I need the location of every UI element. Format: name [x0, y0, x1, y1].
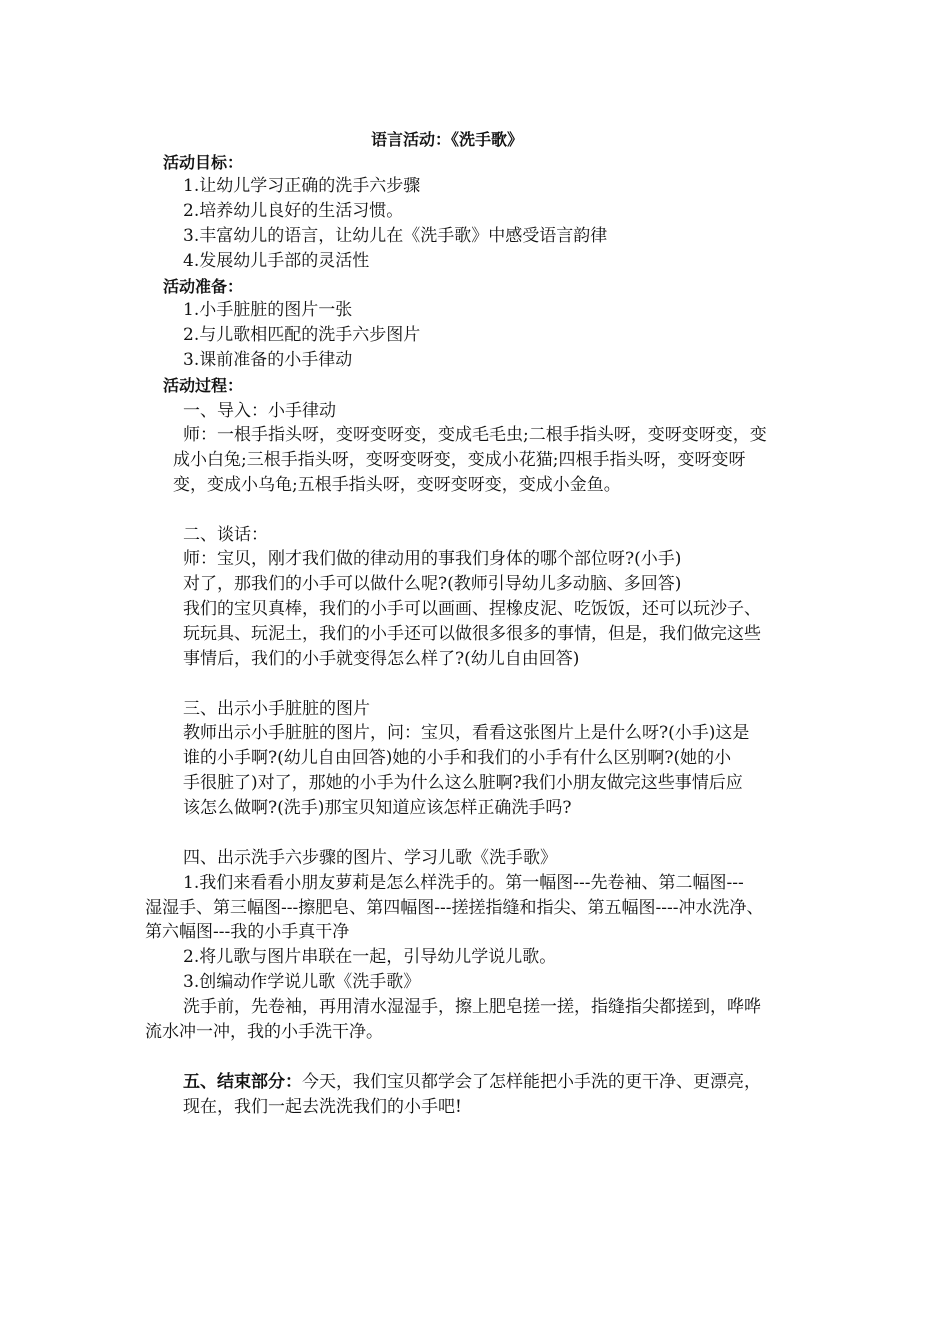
prep-item: 3.课前准备的小手律动	[183, 350, 353, 370]
closing-line	[183, 1070, 761, 1095]
page-title: 语言活动：《洗手歌》	[371, 130, 524, 149]
paragraph-line: 谁的小手啊?(幼儿自由回答)她的小手和我们的小手有什么区别啊?(她的小	[183, 748, 732, 768]
goal-item: 2.培养幼儿良好的生活习惯。	[183, 201, 404, 221]
prep-heading: 活动准备：	[163, 277, 244, 296]
paragraph-line: 教师出示小手脏脏的图片，问：宝贝，看看这张图片上是什么呀?(小手)这是	[183, 723, 750, 743]
section-title: 三、出示小手脏脏的图片	[183, 699, 370, 719]
process-heading: 活动过程：	[163, 376, 244, 395]
paragraph-line: 3.创编动作学说儿歌《洗手歌》	[183, 972, 421, 992]
goal-item: 1.让幼儿学习正确的洗手六步骤	[183, 176, 421, 196]
goal-item: 4.发展幼儿手部的灵活性	[183, 251, 370, 271]
section-title: 四、出示洗手六步骤的图片、学习儿歌《洗手歌》	[183, 848, 557, 868]
section-title: 二、谈话：	[183, 525, 268, 545]
paragraph-line: 该怎么做啊?(洗手)那宝贝知道应该怎样正确洗手吗?	[183, 798, 572, 818]
paragraph-line: 今天，我们宝贝都学会了怎样能把小手洗的更干净、更漂亮，	[302, 1072, 761, 1092]
paragraph-line: 师：宝贝，刚才我们做的律动用的事我们身体的哪个部位呀?(小手)	[183, 549, 682, 569]
paragraph-line: 第六幅图---我的小手真干净	[145, 922, 350, 942]
paragraph-line: 湿湿手、第三幅图---擦肥皂、第四幅图---搓搓指缝和指尖、第五幅图----冲水洗净、	[145, 898, 764, 918]
goal-item: 3.丰富幼儿的语言，让幼儿在《洗手歌》中感受语言韵律	[183, 226, 608, 246]
paragraph-line: 我们的宝贝真棒，我们的小手可以画画、捏橡皮泥、吃饭饭，还可以玩沙子、	[183, 599, 761, 619]
closing-heading: 五、结束部分：	[183, 1072, 302, 1092]
paragraph-line: 师：一根手指头呀，变呀变呀变，变成毛毛虫;二根手指头呀，变呀变呀变，变	[183, 425, 767, 445]
section-title: 一、导入：小手律动	[183, 401, 336, 421]
prep-item: 1.小手脏脏的图片一张	[183, 300, 353, 320]
paragraph-line: 事情后，我们的小手就变得怎么样了?(幼儿自由回答)	[183, 649, 580, 669]
paragraph-line: 玩玩具、玩泥土，我们的小手还可以做很多很多的事情，但是，我们做完这些	[183, 624, 761, 644]
paragraph-line: 2.将儿歌与图片串联在一起，引导幼儿学说儿歌。	[183, 947, 557, 967]
goals-heading: 活动目标：	[163, 153, 244, 172]
prep-item: 2.与儿歌相匹配的洗手六步图片	[183, 325, 421, 345]
song-line: 流水冲一冲，我的小手洗干净。	[145, 1022, 383, 1042]
song-line: 洗手前，先卷袖，再用清水湿湿手，擦上肥皂搓一搓，指缝指尖都搓到，哗哗	[183, 997, 761, 1017]
paragraph-line: 变，变成小乌龟;五根手指头呀，变呀变呀变，变成小金鱼。	[173, 475, 621, 495]
paragraph-line: 对了，那我们的小手可以做什么呢?(教师引导幼儿多动脑、多回答)	[183, 574, 682, 594]
paragraph-line: 现在，我们一起去洗洗我们的小手吧!	[183, 1097, 462, 1117]
paragraph-line: 1.我们来看看小朋友萝莉是怎么样洗手的。第一幅图---先卷袖、第二幅图---	[183, 873, 744, 893]
paragraph-line: 成小白兔;三根手指头呀，变呀变呀变，变成小花猫;四根手指头呀，变呀变呀	[173, 450, 746, 470]
paragraph-line: 手很脏了)对了，那她的小手为什么这么脏啊?我们小朋友做完这些事情后应	[183, 773, 743, 793]
